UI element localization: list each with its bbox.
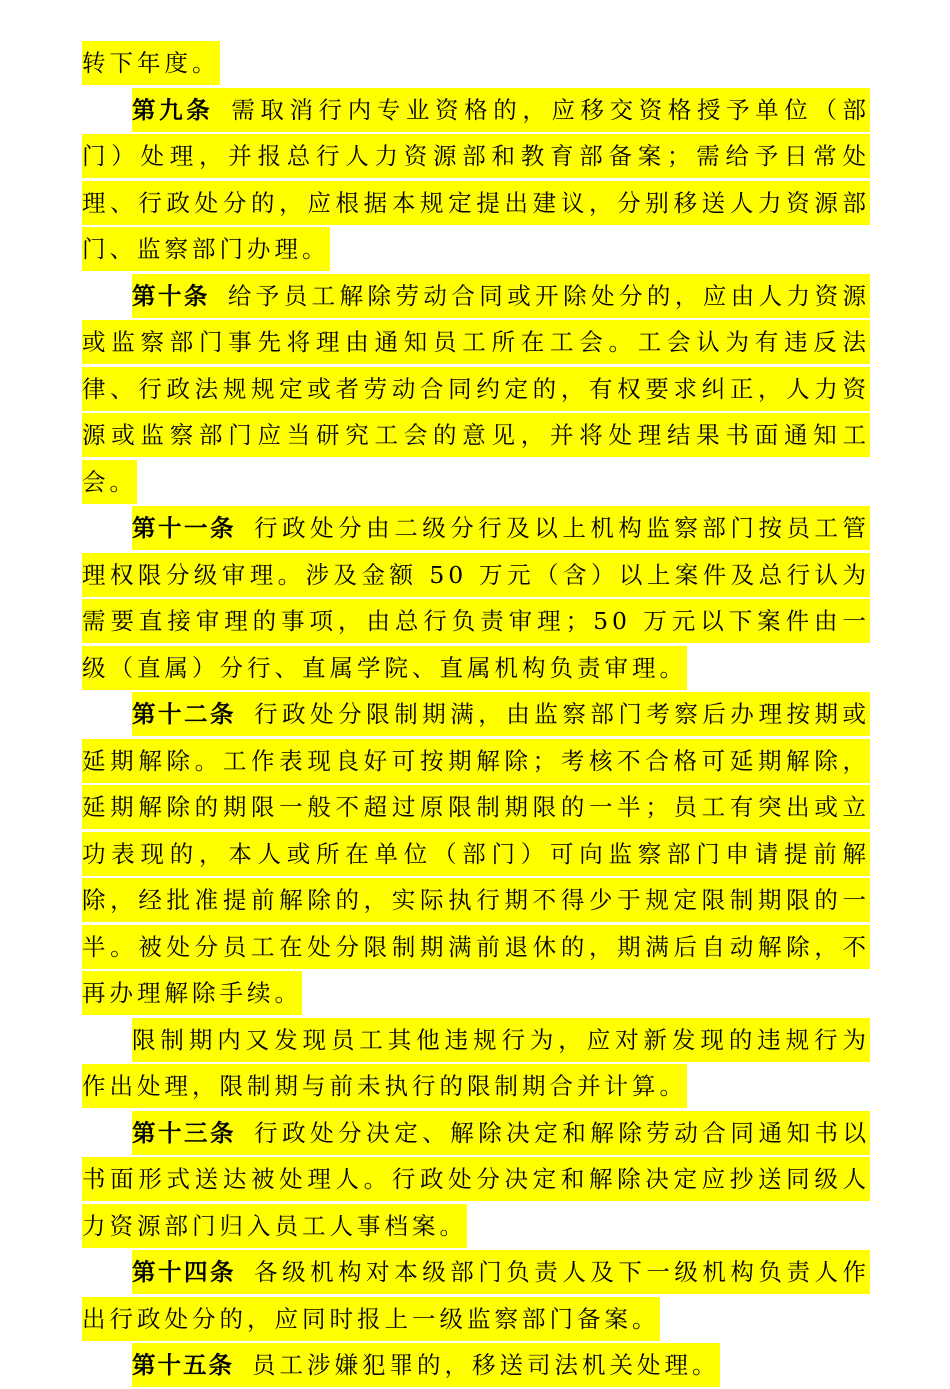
paragraph-text: 员工涉嫌犯罪的，移送司法机关处理。 [252,1351,720,1379]
paragraph-text: 需取消行内专业资格的，应移交资格授予单位（部门）处理，并报总行人力资源部和教育部备案；需给予日常处理、行政处分的，应根据本规定提出建议，分别移送人力资源部门、监察部门办理。 [82,95,870,263]
highlighted-text [82,506,870,690]
highlighted-text [82,1250,870,1341]
article-number: 第十三条 [132,1118,237,1147]
highlighted-text [132,1343,720,1387]
highlighted-text [82,274,870,504]
article-12-supplement [82,1017,870,1110]
article-9 [82,87,870,273]
article-13 [82,1110,870,1250]
document-page [82,40,870,1389]
paragraph-text: 行政处分决定、解除决定和解除劳动合同通知书以书面形式送达被处理人。行政处分决定和解除决定应抄送同级人力资源部门归入员工人事档案。 [82,1118,871,1240]
article-number: 第十一条 [132,514,237,542]
highlighted-text [82,41,220,85]
paragraph-text: 行政处分限制期满，由监察部门考察后办理按期或延期解除。工作表现良好可按期解除；考核不合格可延期解除，延期解除的期限一般不超过原限制期限的一半；员工有突出或立功表现的，本人或所在单位（部门）可向监察部门申请提前解除，经批准提前解除的，实际执行期不得少于规定限制期限的一半。被处分员工在处分限制期满前退休的，期满后自动解除，不再办理解除手续。 [82,700,871,1007]
article-14 [82,1249,870,1342]
article-number: 第九条 [132,95,214,124]
article-11 [82,505,870,691]
article-10 [82,273,870,506]
paragraph-text: 各级机构对本级部门负责人及下一级机构负责人作出行政处分的，应同时报上一级监察部门备案。 [82,1258,871,1333]
highlighted-text [82,1111,870,1248]
article-15 [82,1342,870,1389]
highlighted-text [82,692,870,1015]
paragraph-text: 给予员工解除劳动合同或开除处分的，应由人力资源或监察部门事先将理由通知员工所在工会。工会认为有违反法律、行政法规规定或者劳动合同约定的，有权要求纠正，人力资源或监察部门应当研究工会的意见，并将处理结果书面通知工会。 [82,281,871,496]
paragraph-text: 行政处分由二级分行及以上机构监察部门按员工管理权限分级审理。涉及金额 50 万元（含）以上案件及总行认为需要直接审理的事项，由总行负责审理；50 万元以下案件由一级（直属）分行、直属学院、直属机构负责审理。 [82,514,871,682]
paragraph-text: 转下年度。 [82,49,220,77]
article-number: 第十二条 [132,700,237,728]
article-number: 第十五条 [132,1351,234,1379]
highlighted-text [82,88,870,272]
paragraph-text: 限制期内又发现员工其他违规行为，应对新发现的违规行为作出处理，限制期与前未执行的限制期合并计算。 [82,1025,870,1100]
article-12 [82,691,870,1017]
article-number: 第十条 [132,281,210,310]
highlighted-text [82,1018,870,1109]
paragraph-continuation [82,40,870,87]
article-number: 第十四条 [132,1258,237,1286]
